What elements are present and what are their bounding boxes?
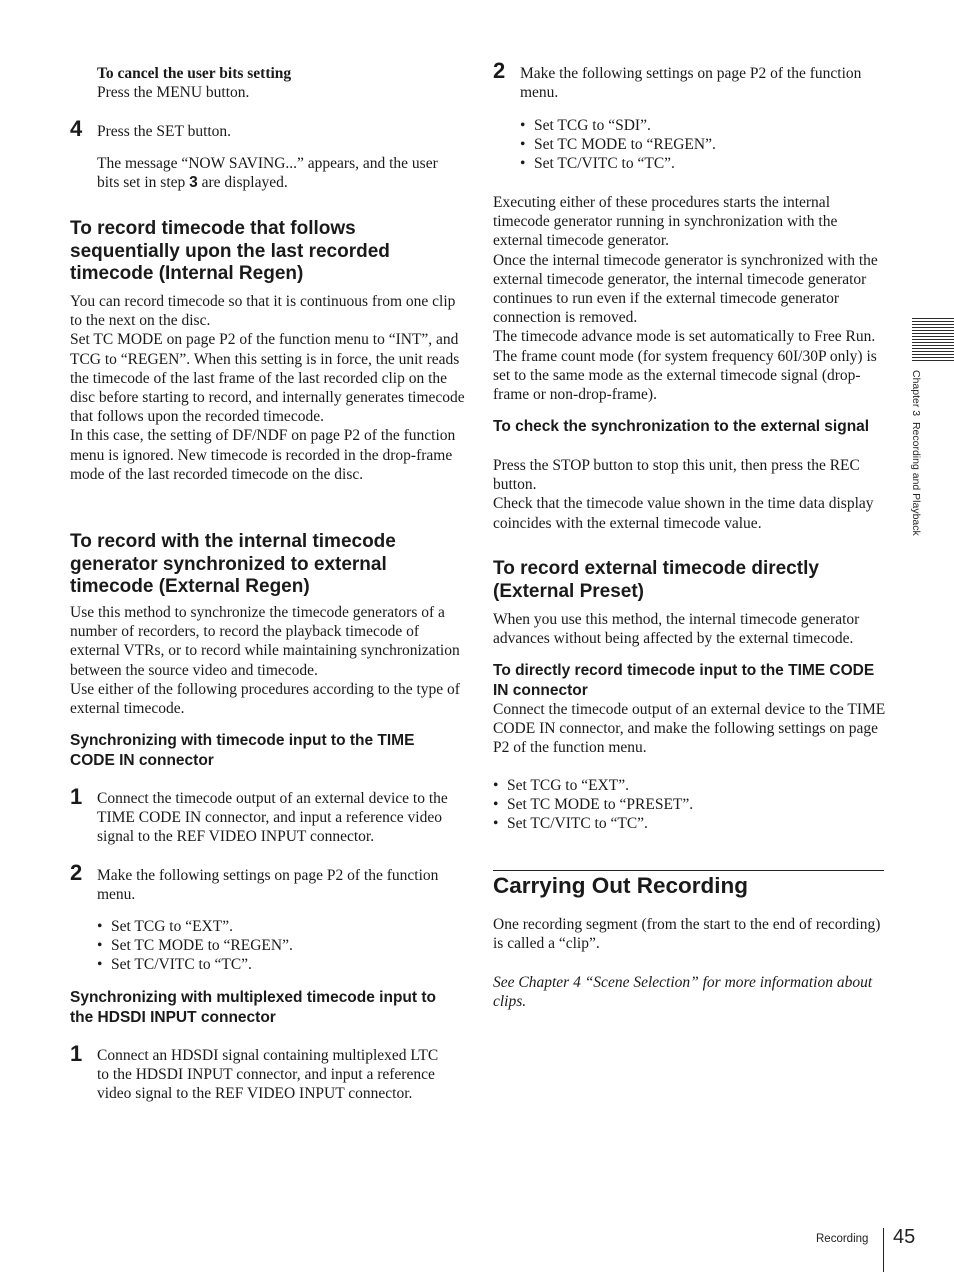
paragraph: In this case, the setting of DF/NDF on page P2 of the function menu is ignored. New timecode is recorded in the drop-frame mode of the last recorded timecode on the disc. bbox=[70, 427, 456, 483]
external-preset-body bbox=[493, 610, 888, 648]
heading-internal-regen: To record timecode that follows sequentially upon the last recorded timecode (Internal Regen) bbox=[70, 218, 390, 284]
paragraph: Press the STOP button to stop this unit, then press the REC button. bbox=[493, 457, 860, 494]
list-item: • Set TC MODE to “REGEN”. bbox=[520, 135, 880, 154]
heading-check-sync: To check the synchronization to the external signal bbox=[493, 418, 870, 435]
paragraph: You can record timecode so that it is continuous from one clip to the next on the disc. bbox=[70, 293, 456, 330]
cancel-text: Press the MENU button. bbox=[97, 84, 250, 102]
step-number: 1 bbox=[70, 784, 83, 809]
execution-body bbox=[493, 193, 888, 404]
list-item: • Set TCG to “SDI”. bbox=[520, 116, 880, 135]
heading-carrying-out-recording: Carrying Out Recording bbox=[493, 873, 749, 898]
list-item: • Set TC/VITC to “TC”. bbox=[493, 814, 853, 833]
paragraph: When you use this method, the internal timecode generator advances without being affected by the external timecode. bbox=[493, 611, 860, 648]
step-message: The message “NOW SAVING...” appears, and the user bits set in step 3 are displayed. bbox=[97, 155, 438, 192]
paragraph: Once the internal timecode generator is synchronized with the external timecode generator, the internal timecode generator continues to run even if the external timecode generator connection is removed. bbox=[493, 251, 878, 327]
step-text: Connect an HDSDI signal containing multiplexed LTC to the HDSDI INPUT connector, and input a reference video signal to the REF VIDEO INPUT connector. bbox=[97, 1047, 439, 1103]
paragraph: Set TC MODE on page P2 of the function menu to “INT”, and TCG to “REGEN”. When this setting is in force, the unit reads the timecode of the last frame of the last recorded clip on the disc before starting to record, and internally generates timecode that follows upon the recorded timecode. bbox=[70, 331, 465, 426]
heading-sync-hdsdi: Synchronizing with multiplexed timecode input to the HDSDI INPUT connector bbox=[70, 989, 436, 1026]
step-number: 2 bbox=[493, 58, 506, 83]
footer-divider bbox=[883, 1228, 884, 1272]
paragraph: One recording segment (from the start to the end of recording) is called a “clip”. bbox=[493, 916, 881, 953]
heading-direct-record: To directly record timecode input to the TIME CODE IN connector bbox=[493, 662, 875, 699]
paragraph: The timecode advance mode is set automatically to Free Run. The frame count mode (for system frequency 60I/30P only) is set to the same mode as the external timecode signal (drop-frame or non-drop-frame). bbox=[493, 328, 877, 404]
direct-record-body bbox=[493, 700, 888, 758]
heading-external-regen: To record with the internal timecode generator synchronized to external timecode (External Regen) bbox=[70, 531, 396, 597]
list-item: • Set TCG to “EXT”. bbox=[97, 917, 457, 936]
paragraph: Executing either of these procedures starts the internal timecode generator running in synchronization with the external timecode generator. bbox=[493, 194, 838, 250]
footer-section-label: Recording bbox=[816, 1233, 869, 1245]
list-item: • Set TC/VITC to “TC”. bbox=[97, 955, 457, 974]
heading-external-preset: To record external timecode directly (External Preset) bbox=[493, 558, 819, 602]
step-text: Make the following settings on page P2 of the function menu. bbox=[520, 65, 862, 102]
list-item: • Set TC MODE to “REGEN”. bbox=[97, 936, 457, 955]
list-item: • Set TCG to “EXT”. bbox=[493, 776, 853, 795]
step-text: Press the SET button. bbox=[97, 123, 232, 140]
heading-sync-timecode: Synchronizing with timecode input to the TIME CODE IN connector bbox=[70, 732, 415, 769]
check-sync-body bbox=[493, 456, 888, 533]
settings-list bbox=[493, 776, 853, 834]
external-regen-body bbox=[70, 603, 465, 718]
step-text: Make the following settings on page P2 of the function menu. bbox=[97, 867, 439, 904]
cancel-block bbox=[97, 64, 467, 102]
chapter-tab-stripes bbox=[912, 318, 954, 362]
step-text: Connect the timecode output of an external device to the TIME CODE IN connector, and input a reference video signal to the REF VIDEO INPUT connector. bbox=[97, 790, 448, 846]
list-item: • Set TC/VITC to “TC”. bbox=[520, 154, 880, 173]
step-number: 2 bbox=[70, 860, 83, 885]
chapter-label: Chapter 3 Recording and Playback bbox=[910, 370, 922, 536]
internal-regen-body bbox=[70, 292, 465, 484]
list-item: • Set TC MODE to “PRESET”. bbox=[493, 795, 853, 814]
step-number: 4 bbox=[70, 116, 83, 141]
step-number: 1 bbox=[70, 1041, 83, 1066]
paragraph: Check that the timecode value shown in the time data display coincides with the external timecode value. bbox=[493, 495, 874, 532]
carrying-body bbox=[493, 915, 888, 953]
section-divider bbox=[493, 870, 884, 871]
settings-list bbox=[97, 917, 457, 975]
paragraph: Use either of the following procedures according to the type of external timecode. bbox=[70, 680, 460, 718]
settings-list bbox=[520, 116, 880, 174]
paragraph: Connect the timecode output of an external device to the TIME CODE IN connector, and make the following settings on page P2 of the function menu. bbox=[493, 701, 886, 757]
cancel-title: To cancel the user bits setting bbox=[97, 65, 292, 82]
paragraph: Use this method to synchronize the timecode generators of a number of recorders, to record the playback timecode of external VTRs, or to record while maintaining synchronization between the source video and timecode. bbox=[70, 604, 460, 679]
page-number: 45 bbox=[893, 1226, 916, 1248]
cross-reference-note: See Chapter 4 “Scene Selection” for more information about clips. bbox=[493, 974, 873, 1011]
